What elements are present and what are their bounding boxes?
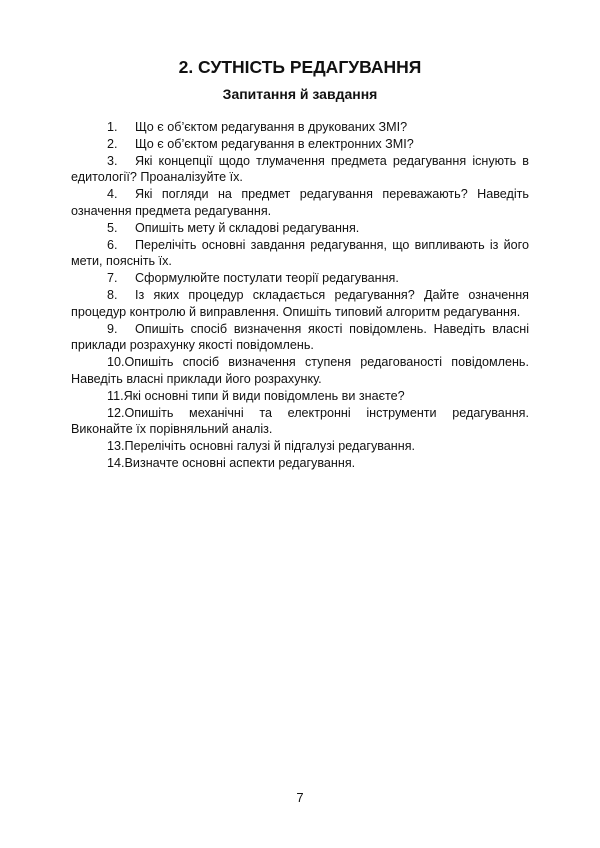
item-text: Сформулюйте постулати теорії редагування. [135,271,399,286]
item-number: 7. [107,271,118,286]
item-number: 9. [107,321,118,336]
item-text: Опишіть механічні та електронні інструменти редагування. Виконайте їх порівняльний аналіз. [71,405,529,437]
list-item [71,354,529,388]
item-number: 13. [107,439,125,454]
list-item [71,270,529,287]
item-text: Перелічіть основні завдання редагування, що випливають із його мети, поясніть їх. [71,237,529,269]
item-text: Які основні типи й види повідомлень ви знаєте? [123,388,405,403]
list-item [71,438,529,455]
item-number: 8. [107,287,118,302]
item-number: 6. [107,237,118,252]
item-text: Що є об’єктом редагування в електронних ЗМІ? [135,136,414,151]
item-text: Які погляди на предмет редагування переважають? Наведіть означення предмета редагування. [71,187,529,218]
item-text: Перелічіть основні галузі й підгалузі редагування. [124,439,416,454]
item-text: Опишіть спосіб визначення якості повідомлень. Наведіть власні приклади розрахунку якості повідомлень. [71,321,529,353]
item-number: 14. [107,455,125,470]
item-number: 12. [107,405,125,420]
item-number: 11. [107,388,124,403]
list-item [71,186,529,220]
item-text: Із яких процедур складається редагування? Дайте означення процедур контролю й виправлення. Опишіть типовий алгоритм редагування. [71,287,529,319]
list-item [71,455,529,472]
page-title: 2. СУТНІСТЬ РЕДАГУВАННЯ [178,57,422,77]
list-item [71,136,529,153]
item-text: Визначте основні аспекти редагування. [124,455,356,470]
item-text: Які концепції щодо тлумачення предмета редагування існують в едитології? Проаналізуйте їх. [71,153,529,185]
item-number: 4. [107,187,118,202]
item-number: 1. [107,120,118,134]
list-item [71,321,529,355]
section-subtitle: Запитання й завдання [222,86,378,102]
list-item [71,220,529,237]
item-number: 5. [107,220,118,235]
item-number: 2. [107,136,118,151]
list-item [71,237,529,271]
list-item [71,388,529,405]
list-item [71,119,529,136]
item-number: 3. [107,153,118,168]
item-text: Опишіть мету й складові редагування. [135,220,360,235]
list-item [71,405,529,439]
page-number: 7 [296,790,304,805]
list-item [71,153,529,187]
questions-list [71,119,529,472]
item-number: 10. [107,355,125,370]
item-text: Опишіть спосіб визначення ступеня редагованості повідомлень. Наведіть власні приклади його розрахунку. [71,355,529,386]
list-item [71,287,529,321]
item-text: Що є об’єктом редагування в друкованих ЗМІ? [135,120,408,134]
